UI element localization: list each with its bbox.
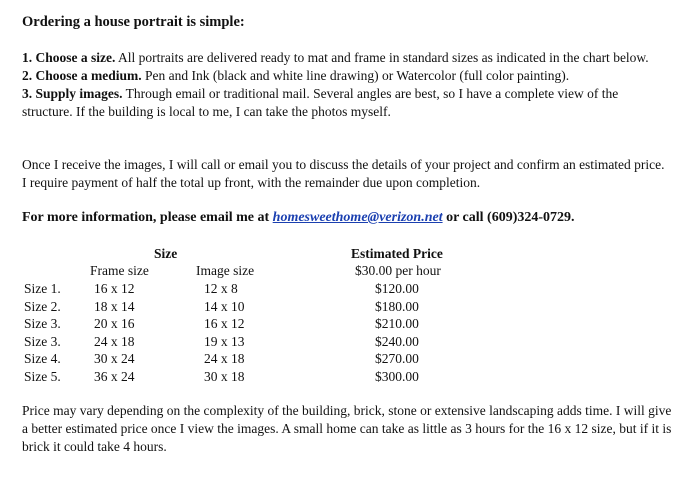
table-row [24,280,464,298]
steps-paragraph [22,49,672,121]
price-cell: $240.00 [375,333,419,349]
row-label: Size 2. [24,298,61,314]
step-3-lead: 3. Supply images. [22,86,123,101]
table-row [24,298,464,316]
table-row [24,350,464,368]
price-cell: $270.00 [375,351,419,366]
contact-line [22,209,672,227]
size-group-header: Size [154,246,178,261]
step-1-text: All portraits are delivered ready to mat and frame in standard sizes as indicated in the chart below. [115,50,649,65]
frame-size-header: Frame size [90,263,149,278]
page-heading: Ordering a house portrait is simple: [22,14,245,30]
price-cell: $210.00 [375,316,419,331]
closing-paragraph: Price may vary depending on the complexity of the building, brick, stone or extensive landscaping adds time. I will give a better estimated price once I view the images. A small home can take as little as 3 hours for the 16 x 12 size, but if it is brick it could take 4 hours. [22,403,672,454]
step-2 [22,67,672,85]
image-size-cell: 24 x 18 [204,351,245,366]
image-size-cell: 30 x 18 [204,368,245,384]
image-size-header: Image size [196,263,255,278]
email-link[interactable]: homesweethome@verizon.net [272,210,443,225]
process-paragraph: Once I receive the images, I will call or email you to discuss the details of your project and confirm an estimated price. I require payment of half the total up front, with the remainder due upon completion. [22,157,665,190]
row-label: Size 5. [24,368,61,384]
price-cell: $300.00 [375,368,419,384]
frame-size-cell: 30 x 24 [94,351,135,366]
step-3-text: Through email or traditional mail. Several angles are best, so I have a complete view of the structure. If the building is local to me, I can take the photos myself. [22,86,619,119]
price-cell: $180.00 [375,298,419,314]
step-1-lead: 1. Choose a size. [22,50,116,65]
frame-size-cell: 24 x 18 [94,333,135,349]
image-size-cell: 19 x 13 [204,333,245,349]
row-label: Size 3. [24,316,61,331]
frame-size-cell: 18 x 14 [94,298,135,314]
row-label: Size 4. [24,351,61,366]
image-size-cell: 16 x 12 [204,316,245,331]
row-label: Size 1. [24,281,61,296]
step-2-lead: 2. Choose a medium. [22,68,142,83]
step-3 [22,85,672,121]
step-2-text: Pen and Ink (black and white line drawing) or Watercolor (full color painting). [141,68,570,83]
hourly-rate: $30.00 per hour [355,263,441,278]
step-1 [22,49,672,67]
image-size-cell: 12 x 8 [204,281,238,296]
table-row [24,333,464,351]
frame-size-cell: 36 x 24 [94,368,135,384]
contact-prefix: For more information, please email me at [22,210,273,225]
contact-suffix: or call (609)324-0729. [442,210,575,225]
estimated-price-header: Estimated Price [351,246,443,261]
table-row [24,368,464,386]
row-label: Size 3. [24,333,61,349]
frame-size-cell: 16 x 12 [94,281,135,296]
price-cell: $120.00 [375,281,419,296]
frame-size-cell: 20 x 16 [94,316,135,331]
image-size-cell: 14 x 10 [204,298,245,314]
table-row [24,315,464,333]
price-table [24,280,464,385]
